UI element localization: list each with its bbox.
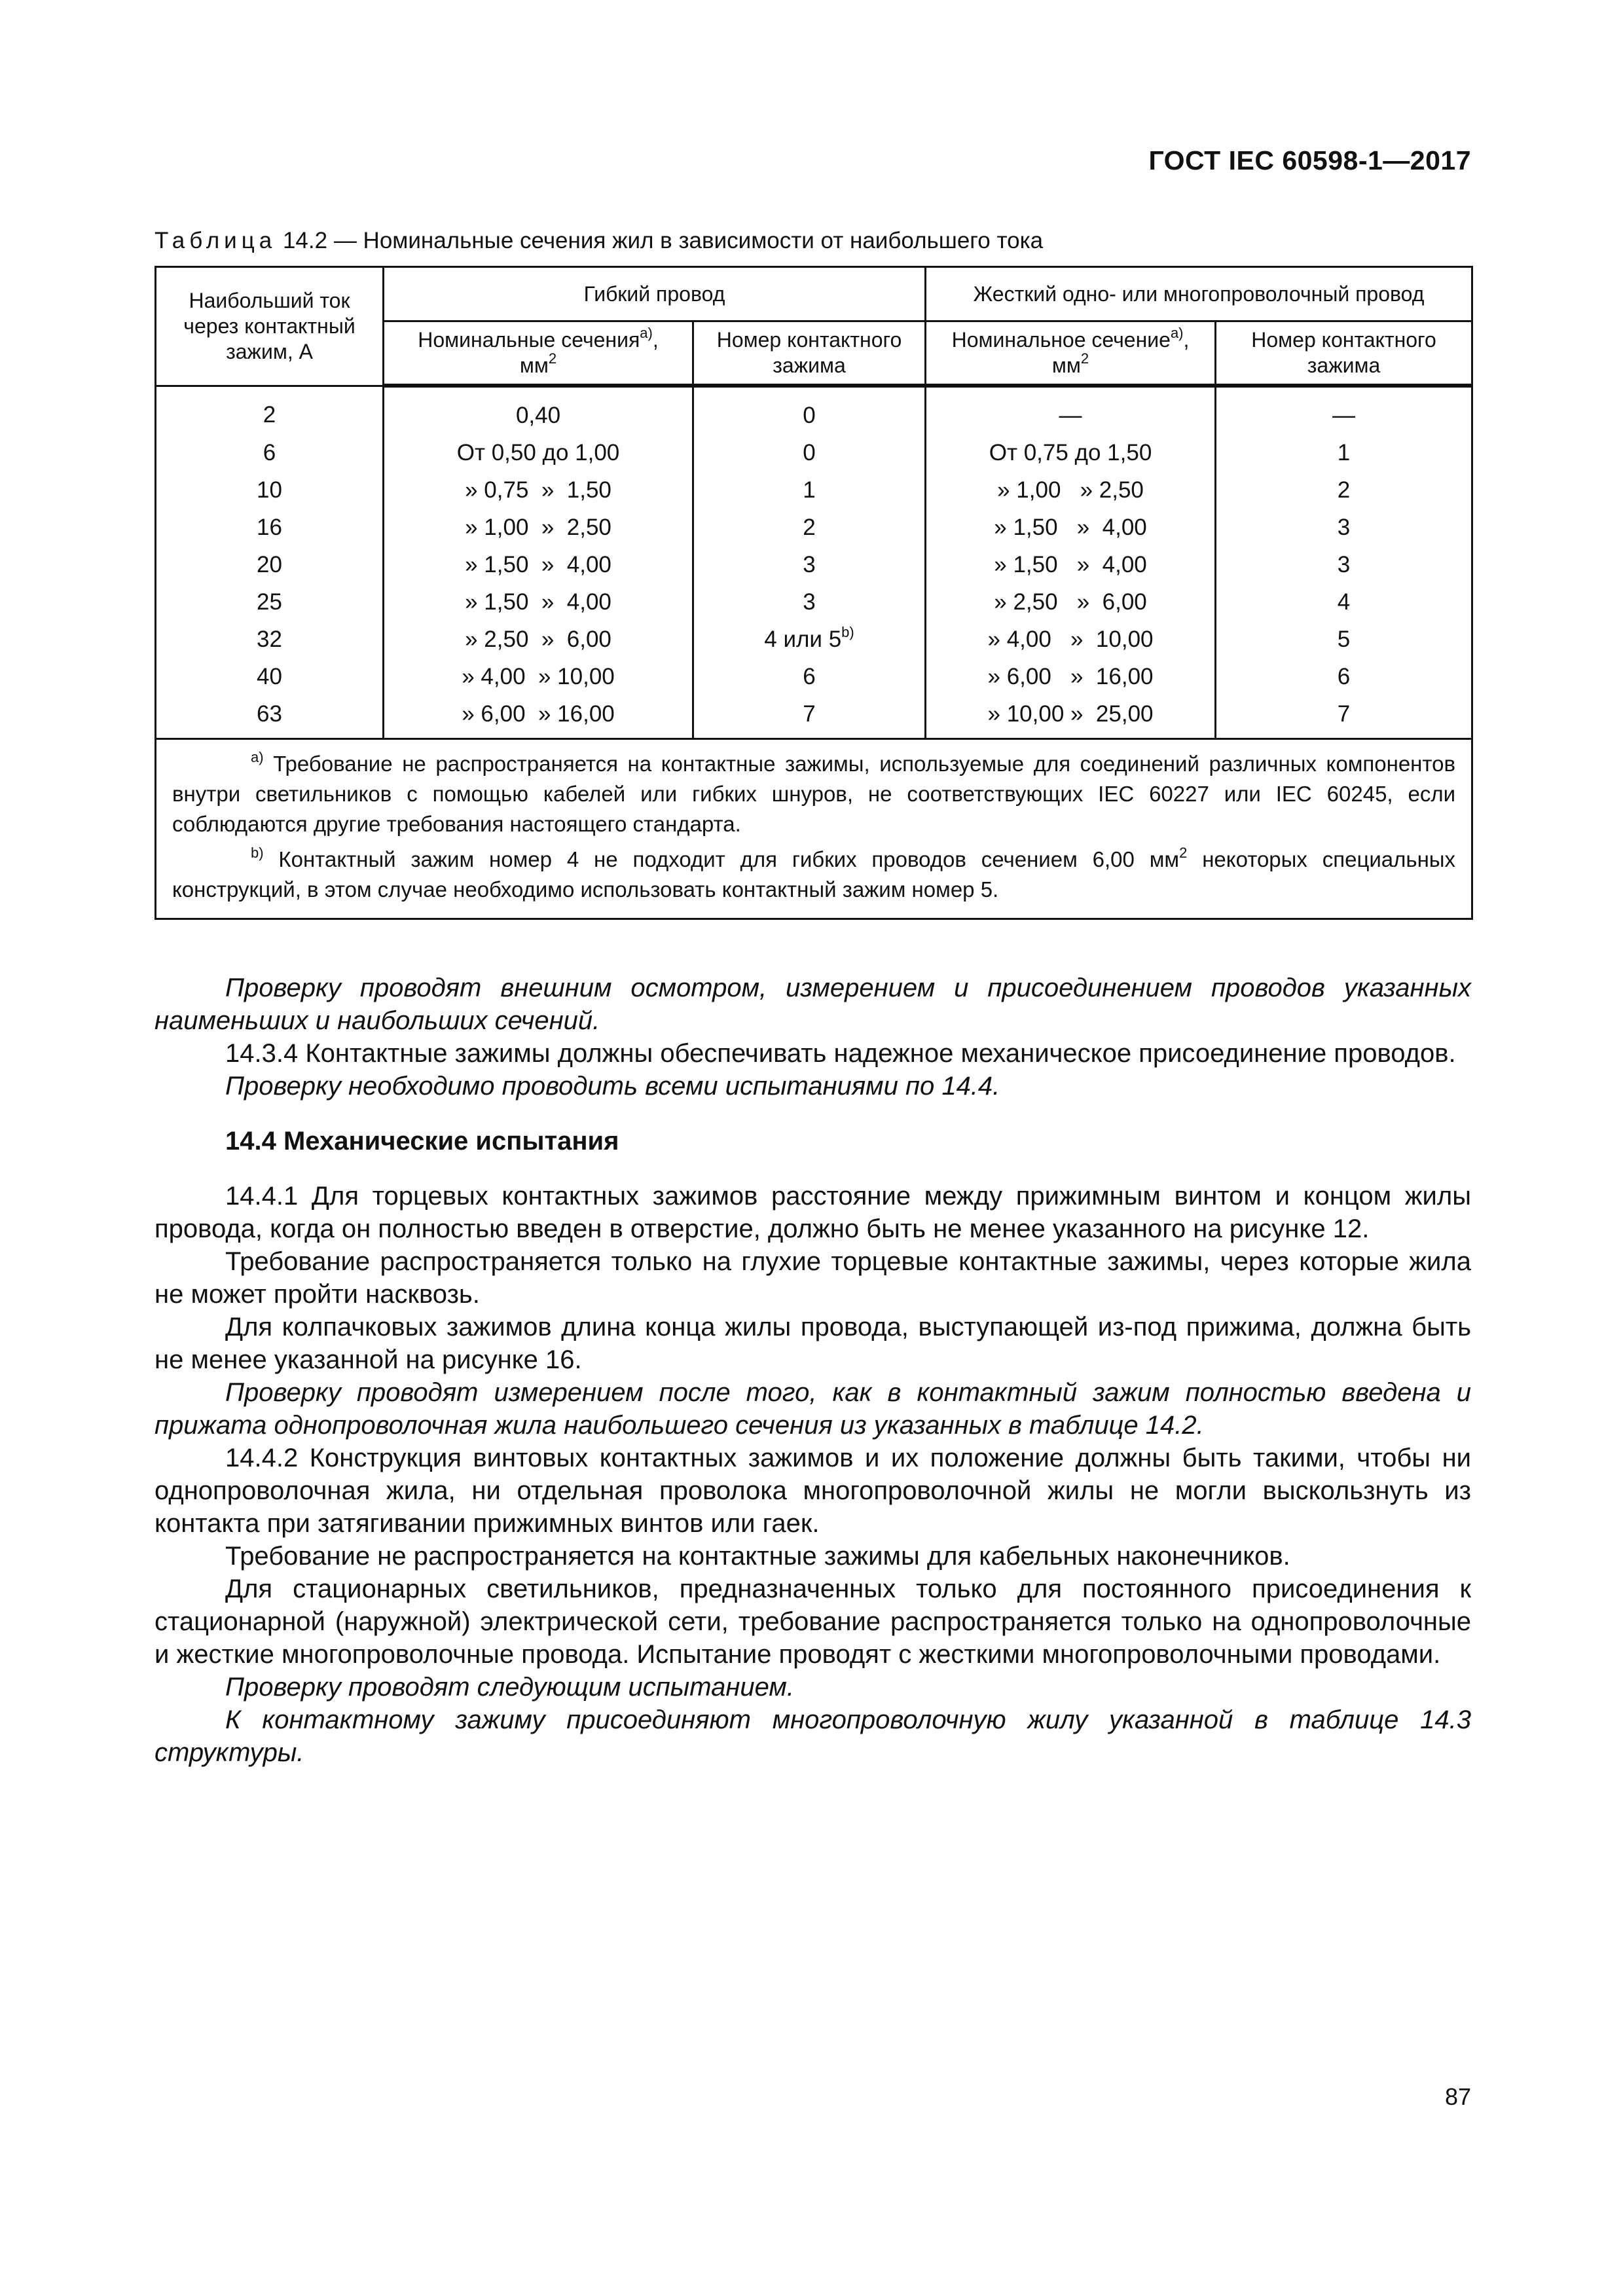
header-flexible: Гибкий провод — [384, 267, 926, 321]
cell-rigid-section: » 1,00 » 2,50 — [926, 471, 1216, 509]
table-caption-text: 14.2 — Номинальные сечения жил в зависимости от наибольшего тока — [282, 228, 1044, 253]
cell-flex-section: » 6,00 » 16,00 — [384, 695, 693, 739]
cell-flex-section: От 0,50 до 1,00 — [384, 434, 693, 471]
cell-flex-terminal-value: 1 — [803, 477, 816, 503]
table-row — [156, 621, 1472, 658]
paragraph-check-following-test: Проверку проводят следующим испытанием. — [225, 1673, 794, 1702]
table-note-b-sup: 2 — [1179, 845, 1188, 861]
table-note-b — [172, 845, 1455, 905]
cell-rigid-terminal: 3 — [1216, 546, 1472, 583]
cell-rigid-section: — — [926, 386, 1216, 434]
paragraph-14-4-2: 14.4.2 Конструкция винтовых контактных зажимов и их положение должны быть такими, чтобы ни однопроволочная жила, ни отдельная проволока многопроволочной жилы не могли выскользнуть из контакта при затягивании прижимных винтов или гаек. — [155, 1444, 1471, 1538]
table-notes — [156, 739, 1472, 919]
cell-flex-section: » 1,50 » 4,00 — [384, 583, 693, 621]
header-rigid-section-label: Номинальное сечение — [951, 328, 1171, 352]
cell-flex-terminal-value: 3 — [803, 589, 816, 615]
table-notes-body — [156, 739, 1472, 919]
table-container — [155, 266, 1471, 920]
cell-rigid-section: » 1,50 » 4,00 — [926, 546, 1216, 583]
header-rigid-section-unit: мм — [1051, 354, 1081, 377]
header-flex-section-sup: а) — [640, 325, 653, 342]
header-flex-terminal: Номер контактного зажима — [693, 321, 926, 386]
section-heading-14-4: 14.4 Механические испытания — [225, 1127, 619, 1156]
header-flex-section: Номинальные сечения$^{а)}$, $мм^2$ — [384, 321, 693, 386]
cell-flex-terminal-value: 2 — [803, 515, 816, 540]
cell-current: 2 — [156, 386, 384, 434]
cell-flex-terminal — [693, 546, 926, 583]
cell-flex-terminal-value: 0 — [803, 440, 816, 465]
page-number: 87 — [1444, 2083, 1471, 2110]
paragraph-cap-terminals: Для колпачковых зажимов длина конца жилы провода, выступающей из-под прижима, должна быть не менее указанной на рисунке 16. — [155, 1313, 1471, 1374]
header-rigid-section-sup: а) — [1170, 325, 1184, 342]
cell-flex-terminal — [693, 471, 926, 509]
cell-flex-terminal — [693, 386, 926, 434]
header-rigid-section: Номинальное сечение$^{а)}$, $мм^2$ — [926, 321, 1216, 386]
header-flex-section-unit: мм — [519, 354, 549, 377]
paragraph-check-inspection: Проверку проводят внешним осмотром, измерением и присоединением проводов указанных наименьших и наибольших сечений. — [155, 974, 1471, 1035]
cell-rigid-section: » 1,50 » 4,00 — [926, 509, 1216, 546]
cell-flex-terminal — [693, 434, 926, 471]
body-text — [155, 972, 1471, 1769]
header-rigid: Жесткий одно- или многопроволочный провод — [926, 267, 1472, 321]
cell-rigid-section: От 0,75 до 1,50 — [926, 434, 1216, 471]
table-caption — [155, 228, 1043, 254]
paragraph-blind-terminals: Требование распространяется только на глухие торцевые контактные зажимы, через которые жила не может пройти насквозь. — [155, 1247, 1471, 1309]
sections-table — [155, 266, 1473, 920]
paragraph-check-measurement: Проверку проводят измерением после того, как в контактный зажим полностью введена и прижата однопроволочная жила наибольшего сечения из указанных в таблице 14.2. — [155, 1378, 1471, 1440]
cell-flex-terminal-value: 6 — [803, 664, 816, 689]
table-row — [156, 386, 1472, 434]
cell-rigid-section: » 2,50 » 6,00 — [926, 583, 1216, 621]
table-row — [156, 658, 1472, 695]
table-row — [156, 471, 1472, 509]
table-note-b-marker: b) — [251, 845, 264, 861]
cell-current: 32 — [156, 621, 384, 658]
cell-flex-terminal — [693, 509, 926, 546]
cell-flex-terminal-value: 3 — [803, 552, 816, 577]
cell-flex-terminal — [693, 621, 926, 658]
cell-rigid-terminal: — — [1216, 386, 1472, 434]
cell-flex-terminal — [693, 695, 926, 739]
cell-flex-terminal-value: 4 или 5 — [764, 627, 842, 652]
standard-header: ГОСТ IEC 60598-1—2017 — [1148, 145, 1471, 175]
table-note-a — [172, 749, 1455, 839]
table-row — [156, 583, 1472, 621]
table-notes-row — [156, 739, 1472, 919]
cell-flex-section: » 0,75 » 1,50 — [384, 471, 693, 509]
cell-flex-section: » 1,00 » 2,50 — [384, 509, 693, 546]
paragraph-check-tests: Проверку необходимо проводить всеми испытаниями по 14.4. — [225, 1072, 1000, 1101]
header-rigid-terminal: Номер контактного зажима — [1216, 321, 1472, 386]
cell-flex-section: » 2,50 » 6,00 — [384, 621, 693, 658]
cell-current: 10 — [156, 471, 384, 509]
cell-current: 63 — [156, 695, 384, 739]
cell-flex-terminal-value: 0 — [803, 403, 816, 428]
header-rigid-section-unit-sup: 2 — [1080, 350, 1089, 367]
cell-current: 25 — [156, 583, 384, 621]
cell-rigid-terminal: 4 — [1216, 583, 1472, 621]
cell-rigid-terminal: 3 — [1216, 509, 1472, 546]
cell-flex-terminal-value: 7 — [803, 701, 816, 727]
cell-rigid-terminal: 1 — [1216, 434, 1472, 471]
table-row — [156, 695, 1472, 739]
header-flex-section-unit-sup: 2 — [548, 350, 557, 367]
paragraph-cable-lugs: Требование не распространяется на контактные зажимы для кабельных наконечников. — [225, 1542, 1290, 1571]
paragraph-stationary-luminaires: Для стационарных светильников, предназначенных только для постоянного присоединения к стационарной (наружной) электрической сети, требование распространяется только на однопроволочные и жесткие многопроволочные провода. Испытание проводят с жесткими многопроволочными проводами. — [155, 1575, 1471, 1669]
cell-flex-section: » 1,50 » 4,00 — [384, 546, 693, 583]
cell-flex-terminal-sup: b) — [841, 624, 854, 641]
table-row — [156, 546, 1472, 583]
cell-flex-terminal — [693, 658, 926, 695]
table-caption-label: Таблица — [155, 228, 277, 253]
table-body — [156, 386, 1472, 739]
cell-current: 40 — [156, 658, 384, 695]
paragraph-14-3-4: 14.3.4 Контактные зажимы должны обеспечивать надежное механическое присоединение проводов. — [225, 1039, 1456, 1068]
table-row — [156, 509, 1472, 546]
table-note-a-marker: а) — [251, 749, 264, 765]
cell-rigid-terminal: 6 — [1216, 658, 1472, 695]
cell-flex-section: » 4,00 » 10,00 — [384, 658, 693, 695]
cell-flex-section: 0,40 — [384, 386, 693, 434]
paragraph-stranded-conductor: К контактному зажиму присоединяют многопроволочную жилу указанной в таблице 14.3 структуры. — [155, 1705, 1471, 1767]
cell-rigid-terminal: 7 — [1216, 695, 1472, 739]
cell-flex-terminal — [693, 583, 926, 621]
cell-rigid-terminal: 5 — [1216, 621, 1472, 658]
cell-current: 16 — [156, 509, 384, 546]
cell-current: 20 — [156, 546, 384, 583]
cell-rigid-section: » 10,00 » 25,00 — [926, 695, 1216, 739]
table-note-b-text-after: некоторых специальных конструкций, в этом случае необходимо использовать контактный зажим номер 5. — [172, 847, 1456, 902]
cell-rigid-section: » 6,00 » 16,00 — [926, 658, 1216, 695]
table-row — [156, 434, 1472, 471]
paragraph-14-4-1: 14.4.1 Для торцевых контактных зажимов расстояние между прижимным винтом и концом жилы провода, когда он полностью введен в отверстие, должно быть не менее указанного на рисунке 12. — [155, 1182, 1471, 1243]
cell-rigid-terminal: 2 — [1216, 471, 1472, 509]
cell-current: 6 — [156, 434, 384, 471]
cell-rigid-section: » 4,00 » 10,00 — [926, 621, 1216, 658]
table-note-a-text: Требование не распространяется на контактные зажимы, используемые для соединений различных компонентов внутри светильников с помощью кабелей или гибких шнуров, не соответствующих IEC 60227 или IEC 60245, если соблюдаются другие требования настоящего стандарта. — [172, 752, 1456, 836]
header-current: Наибольший ток через контактный зажим, А — [156, 267, 384, 386]
table-note-b-text-before: Контактный зажим номер 4 не подходит для гибких проводов сечением 6,00 мм — [278, 847, 1180, 871]
header-flex-section-label: Номинальные сечения — [418, 328, 640, 352]
